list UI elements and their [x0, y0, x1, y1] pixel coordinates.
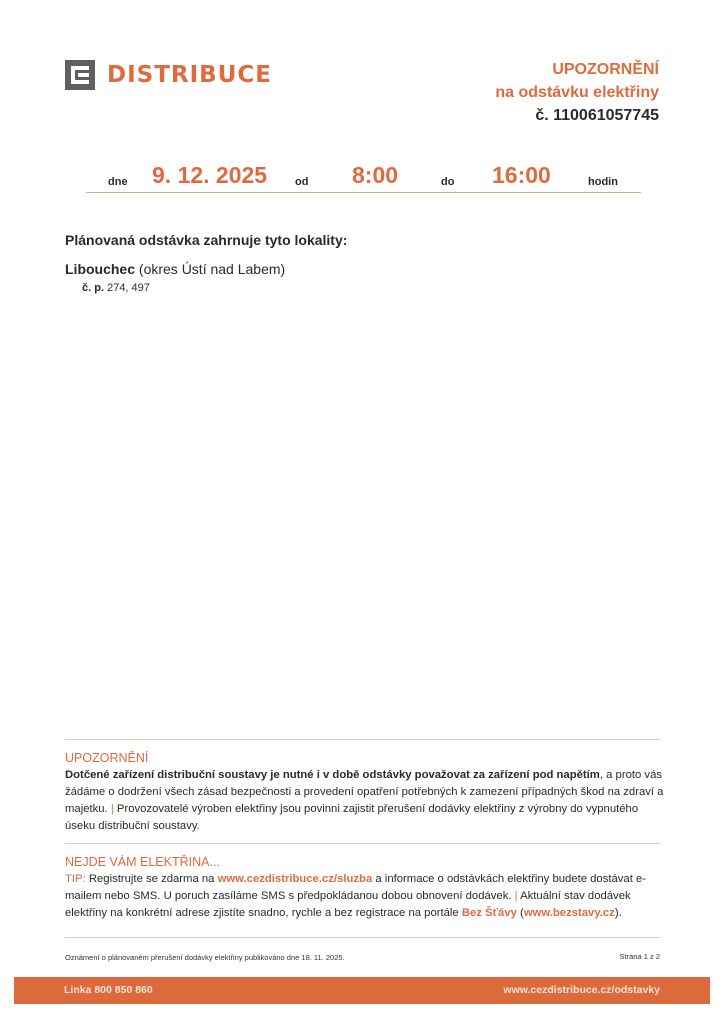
separator: |: [514, 890, 518, 902]
warning-text-2: Provozovatelé výroben elektřiny jsou povinni zajistit přerušení dodávky elektřiny z výrobny do vypnutého úseku distribuční soustavy.: [65, 803, 639, 832]
company-logo: [65, 60, 272, 90]
footer-bar: [14, 977, 710, 1004]
outages-website-link[interactable]: www.cezdistribuce.cz/odstavky: [503, 984, 660, 996]
location-town: [65, 261, 285, 277]
date-label: dne: [108, 176, 128, 188]
outage-schedule: [86, 163, 641, 193]
divider: [65, 843, 660, 844]
paren-close: ).: [614, 907, 622, 919]
notice-header: [495, 58, 659, 127]
warning-bold-text: Dotčené zařízení distribuční soustavy je nutné i v době odstávky považovat za zařízení pod napětím: [65, 769, 600, 781]
paren-open: (: [520, 907, 524, 919]
tip-text-3: Aktuální stav dodávek elektřiny na konkrétní adrese zjistíte snadno, rychle a bez registrace na portále: [65, 890, 631, 919]
service-link[interactable]: www.cezdistribuce.cz/sluzba: [217, 873, 373, 885]
notice-subtitle: na odstávku elektřiny: [495, 84, 659, 101]
page-number: Strana 1 z 2: [619, 952, 660, 961]
town-name: Libouchec: [65, 261, 136, 277]
location-house-numbers: [82, 282, 150, 294]
tip-text-1: Registrujte se zdarma na: [88, 873, 215, 885]
divider: [65, 937, 660, 938]
house-numbers: 274, 497: [107, 282, 150, 294]
warning-text-1: , a proto vás žádáme o dodržení všech zásad bezpečnosti a provedení opatření potřebných k zamezení případných škod na zdraví a majetku.: [65, 769, 664, 815]
separator: |: [110, 803, 114, 815]
bezstavy-url-link[interactable]: www.bezstavy.cz: [523, 907, 615, 919]
hotline: Linka 800 850 860: [64, 984, 153, 996]
town-district: (okres Ústí nad Labem): [138, 261, 286, 277]
published-note: Oznámení o plánovaném přerušení dodávky elektřiny publikováno dne 18. 11. 2025.: [65, 953, 345, 962]
logo-text: DISTRIBUCE: [107, 62, 272, 88]
warning-title: UPOZORNĚNÍ: [65, 751, 149, 765]
outage-start-time: 8:00: [352, 162, 399, 188]
locations-heading: Plánovaná odstávka zahrnuje tyto lokality:: [65, 232, 348, 248]
tip-title: NEJDE VÁM ELEKTŘINA...: [65, 855, 220, 869]
tip-label: TIP:: [65, 873, 86, 885]
cez-logo-icon: [65, 60, 95, 90]
bez-stavy-link[interactable]: Bez Šťávy: [461, 907, 517, 919]
tip-text: [65, 871, 665, 922]
house-numbers-label: č. p.: [82, 282, 105, 294]
warning-text: [65, 767, 665, 835]
hours-label: hodin: [588, 176, 618, 188]
notice-number: č. 110061057745: [535, 107, 659, 124]
warning-section: [65, 749, 665, 835]
tip-section: [65, 853, 665, 922]
divider: [65, 739, 660, 740]
notice-title: UPOZORNĚNÍ: [552, 61, 659, 78]
tip-text-2: a informace o odstávkách elektřiny budete dostávat e-mailem nebo SMS. U poruch zasíláme SMS s předpokládanou dobou obnovení dodávek.: [65, 873, 647, 902]
from-label: od: [295, 176, 309, 188]
to-label: do: [441, 176, 455, 188]
outage-end-time: 16:00: [492, 162, 551, 188]
outage-date: 9. 12. 2025: [152, 162, 268, 188]
